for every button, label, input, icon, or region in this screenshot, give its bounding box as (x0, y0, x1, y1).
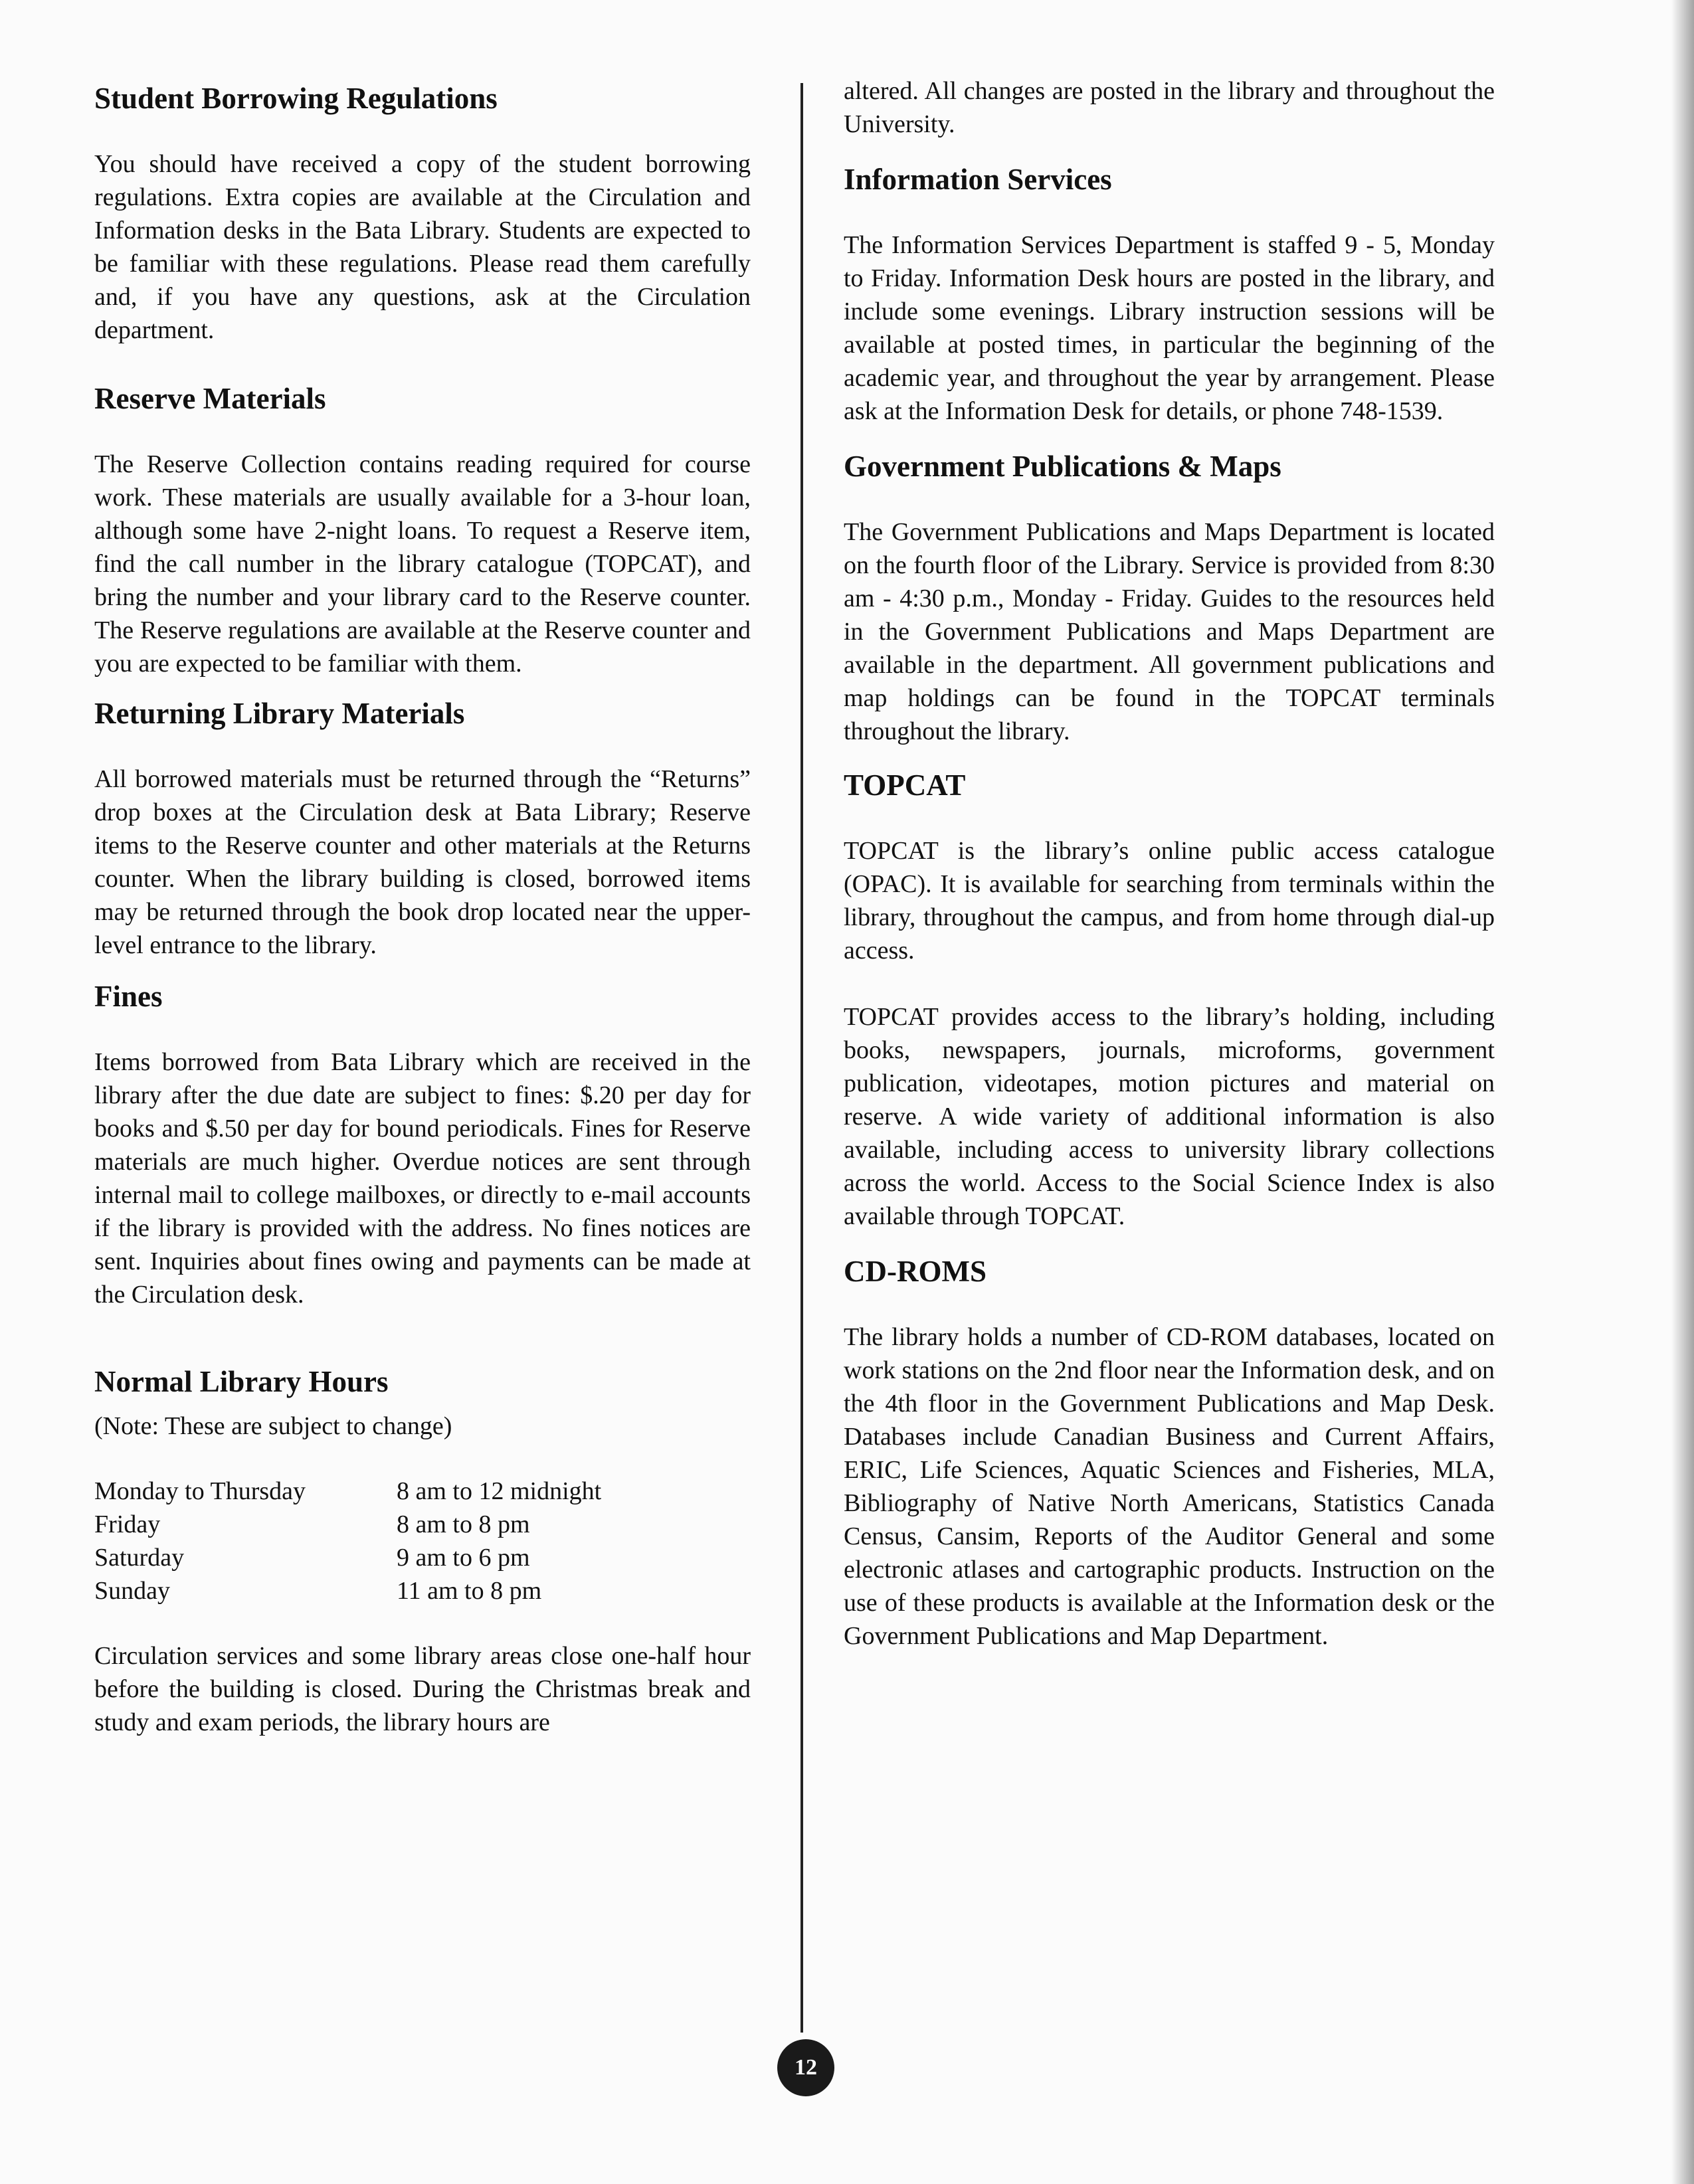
hours-day: Saturday (94, 1544, 185, 1572)
heading-information-services: Information Services (844, 163, 1112, 196)
heading-reserve-materials: Reserve Materials (94, 382, 326, 415)
heading-fines: Fines (94, 980, 163, 1013)
paragraph-topcat-2: TOPCAT provides access to the library’s holding, including books, newspapers, journals, microforms, government publication, videotapes, motion pictures and material on reserve. A wide variety of additional information is also available, including access to university library collections across the world. Access to the Social Science Index is also available through TOPCAT. (844, 1003, 1495, 1230)
paragraph-information-services: The Information Services Department is staffed 9 - 5, Monday to Friday. Information Desk hours are posted in the library, and include some evenings. Library instruction sessions will be available at posted times, in particular the beginning of the academic year, and throughout the year by arrangement. Please ask at the Information Desk for details, or phone 748-1539. (844, 231, 1495, 425)
hours-time: 8 am to 12 midnight (397, 1477, 602, 1505)
hours-time: 9 am to 6 pm (397, 1544, 530, 1572)
right-column (844, 74, 1495, 1653)
hours-row (94, 1508, 601, 1541)
hours-day: Sunday (94, 1577, 170, 1605)
hours-row (94, 1574, 601, 1607)
paragraph-fines: Items borrowed from Bata Library which are received in the library after the due date are subject to fines: $.20 per day for books and $.50 per day for bound periodicals. Fines for Reserve materials are much higher. Overdue notices are sent through internal mail to college mailboxes, or directly to e-mail accounts if the library is provided with the address. No fines notices are sent. Inquiries about fines owing and payments can be made at the Circulation desk. (94, 1048, 751, 1309)
hours-note: (Note: These are subject to change) (94, 1412, 452, 1440)
paragraph-hours-closing: Circulation services and some library areas close one-half hour before the building is closed. During the Christmas break and study and exam periods, the library hours are (94, 1642, 751, 1736)
heading-library-hours: Normal Library Hours (94, 1365, 389, 1398)
hours-time: 11 am to 8 pm (397, 1577, 542, 1605)
paragraph-reserve-materials: The Reserve Collection contains reading required for course work. These materials are usually available for a 3-hour loan, although some have 2-night loans. To request a Reserve item, find the call number in the library catalogue (TOPCAT), and bring the number and your library card to the Reserve counter. The Reserve regulations are available at the Reserve counter and you are expected to be familiar with them. (94, 450, 751, 678)
paragraph-cd-roms: The library holds a number of CD-ROM databases, located on work stations on the 2nd floor near the Information desk, and on the 4th floor in the Government Publications and Map Desk. Databases include Canadian Business and Current Affairs, ERIC, Life Sciences, Aquatic Sciences and Fisheries, MLA, Bibliography of Native North Americans, Statistics Canada Census, Cansim, Reports of the Auditor General and some electronic atlases and cartographic products. Instruction on the use of these products is available at the Information desk or the Government Publications and Map Department. (844, 1323, 1495, 1650)
heading-cd-roms: CD-ROMS (844, 1255, 987, 1288)
hours-row (94, 1475, 601, 1508)
paragraph-topcat-1: TOPCAT is the library’s online public access catalogue (OPAC). It is available for searching from terminals within the library, throughout the campus, and from home through dial-up access. (844, 837, 1495, 964)
hours-day: Friday (94, 1510, 161, 1538)
heading-returning-materials: Returning Library Materials (94, 697, 465, 730)
heading-student-borrowing: Student Borrowing Regulations (94, 82, 498, 115)
heading-government-publications: Government Publications & Maps (844, 450, 1281, 483)
left-column (94, 73, 751, 1739)
hours-day: Monday to Thursday (94, 1477, 306, 1505)
hours-time: 8 am to 8 pm (397, 1510, 530, 1538)
page-number-badge: 12 (777, 2039, 834, 2096)
page-edge-shadow (1671, 0, 1694, 2184)
hours-table (94, 1475, 601, 1607)
paragraph-government-publications: The Government Publications and Maps Department is located on the fourth floor of the Library. Service is provided from 8:30 am - 4:30 p.m., Monday - Friday. Guides to the resources held in the Government Publications and Maps Department are available in the department. All government publications and map holdings can be found in the TOPCAT terminals throughout the library. (844, 518, 1495, 745)
paragraph-continued: altered. All changes are posted in the library and throughout the University. (844, 77, 1495, 138)
paragraph-student-borrowing: You should have received a copy of the student borrowing regulations. Extra copies are available at the Circulation and Information desks in the Bata Library. Students are expected to be familiar with these regulations. Please read them carefully and, if you have any questions, ask at the Circulation department. (94, 150, 751, 344)
hours-row (94, 1541, 601, 1574)
column-divider (800, 83, 803, 2033)
paragraph-returning-materials: All borrowed materials must be returned through the “Returns” drop boxes at the Circulation desk at Bata Library; Reserve items to the Reserve counter and other materials at the Returns counter. When the library building is closed, borrowed items may be returned through the book drop located near the upper-level entrance to the library. (94, 765, 751, 959)
heading-topcat: TOPCAT (844, 769, 966, 802)
